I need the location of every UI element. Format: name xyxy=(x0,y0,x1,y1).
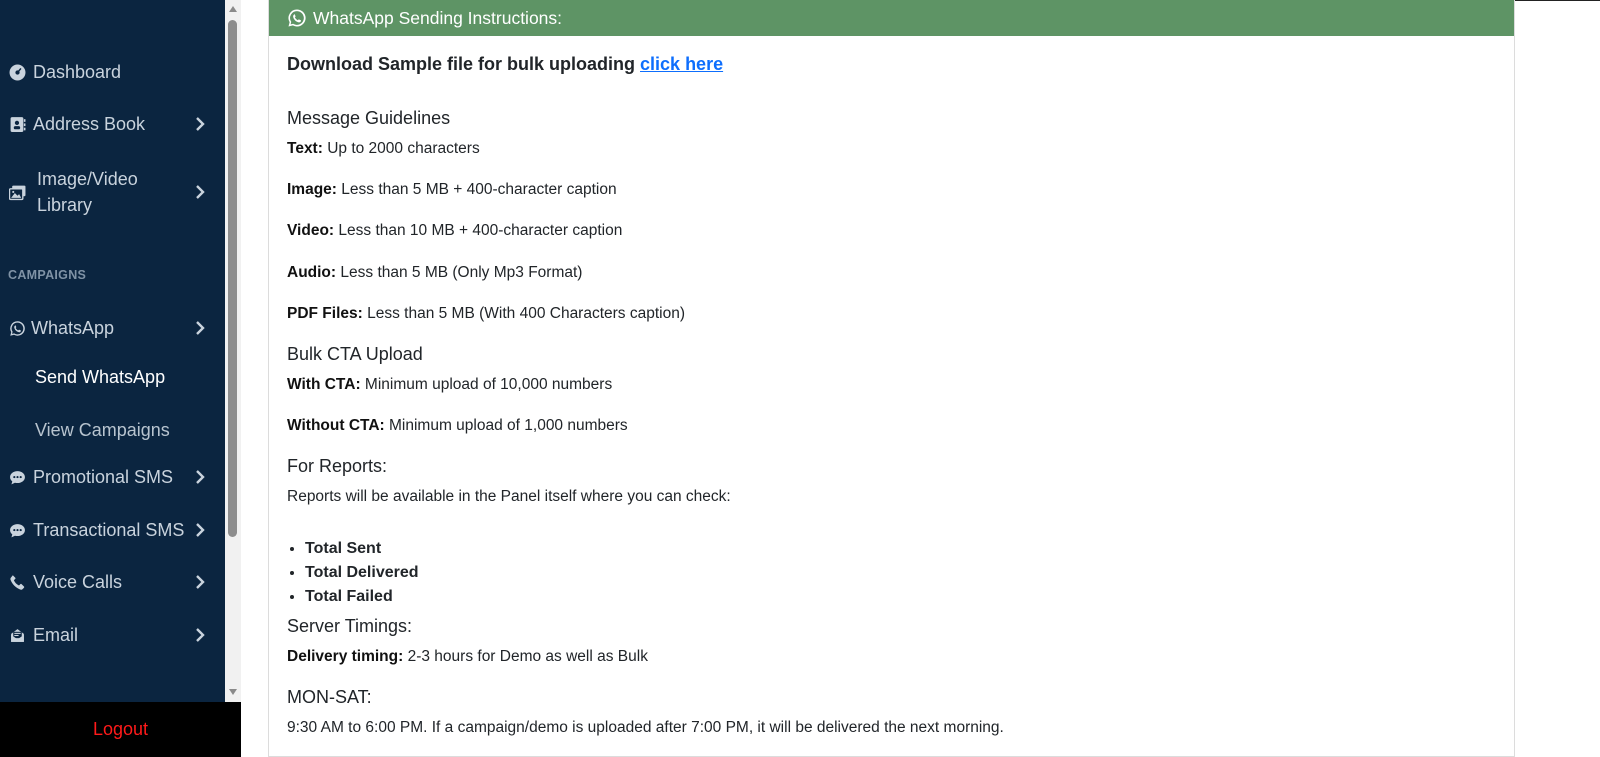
guideline-value: Less than 10 MB + 400-character caption xyxy=(338,222,623,239)
sidebar-scrollbar[interactable] xyxy=(225,0,241,702)
cta-key: Without CTA: xyxy=(287,417,385,434)
sidebar-subitem-send-whatsapp[interactable]: Send WhatsApp xyxy=(35,367,166,387)
card-title: WhatsApp Sending Instructions: xyxy=(313,7,563,28)
card-header xyxy=(269,0,1514,36)
whatsapp-icon xyxy=(287,8,307,28)
guideline-key: Text: xyxy=(287,140,323,157)
guideline-value: Up to 2000 characters xyxy=(327,140,480,157)
cta-row xyxy=(287,417,628,435)
sample-download-link[interactable]: click here xyxy=(640,54,724,74)
guideline-row xyxy=(287,222,622,240)
list-item: • Total Delivered xyxy=(305,561,419,585)
sidebar-item-email[interactable] xyxy=(0,622,225,648)
delivery-timing-key: Delivery timing: xyxy=(287,648,404,665)
sidebar-item-promotional-sms[interactable] xyxy=(0,464,225,490)
chevron-right-icon xyxy=(195,522,205,538)
reports-list xyxy=(287,537,419,609)
instructions-card xyxy=(268,0,1515,757)
mon-sat-heading: MON-SAT: xyxy=(287,687,372,707)
guideline-row xyxy=(287,264,582,282)
sidebar-item-voice-calls[interactable] xyxy=(0,569,225,595)
sidebar-item-whatsapp[interactable] xyxy=(0,315,225,341)
delivery-timing-value: 2-3 hours for Demo as well as Bulk xyxy=(407,648,648,665)
reports-heading: For Reports: xyxy=(287,456,388,476)
sidebar-subitem-view-campaigns[interactable]: View Campaigns xyxy=(35,420,170,440)
guideline-key: Video: xyxy=(287,222,335,239)
list-item: • Total Sent xyxy=(305,537,419,561)
guideline-key: Image: xyxy=(287,181,337,198)
logout-button[interactable]: Logout xyxy=(0,702,241,757)
phone-icon xyxy=(8,573,26,591)
chevron-right-icon xyxy=(195,320,205,336)
dashboard-icon xyxy=(8,63,26,81)
sidebar-item-label: Email xyxy=(33,625,79,645)
whatsapp-icon xyxy=(8,319,26,337)
guideline-row xyxy=(287,181,617,199)
guideline-value: Less than 5 MB (With 400 Characters caption) xyxy=(367,305,686,322)
section-label-campaigns: CAMPAIGNS xyxy=(8,268,87,282)
sidebar xyxy=(0,0,225,702)
guideline-row xyxy=(287,140,480,158)
sidebar-item-label: Voice Calls xyxy=(33,572,123,592)
server-timings-heading: Server Timings: xyxy=(287,616,413,636)
sidebar-item-transactional-sms[interactable] xyxy=(0,517,225,543)
sidebar-item-label: Address Book xyxy=(33,114,146,134)
scroll-up-arrow-icon[interactable] xyxy=(229,6,237,12)
cta-key: With CTA: xyxy=(287,376,361,393)
guideline-value: Less than 5 MB + 400-character caption xyxy=(341,181,617,198)
sample-download-text: Download Sample file for bulk uploading xyxy=(287,54,636,74)
sidebar-item-label: Transactional SMS xyxy=(33,520,185,540)
chevron-right-icon xyxy=(195,627,205,643)
guideline-key: Audio: xyxy=(287,264,337,281)
sidebar-item-label: Dashboard xyxy=(33,62,122,82)
address-book-icon xyxy=(8,115,26,133)
sms-icon xyxy=(8,521,26,539)
sidebar-item-label: Image/Video xyxy=(37,169,138,189)
sidebar-item-address-book[interactable] xyxy=(0,111,225,137)
reports-text: Reports will be available in the Panel itself where you can check: xyxy=(287,488,731,505)
guideline-value: Less than 5 MB (Only Mp3 Format) xyxy=(340,264,583,281)
chevron-right-icon xyxy=(195,574,205,590)
guideline-row xyxy=(287,305,685,323)
sample-download-line xyxy=(287,54,723,75)
sidebar-item-dashboard[interactable] xyxy=(0,59,225,85)
divider xyxy=(1515,0,1600,1)
list-item: • Total Failed xyxy=(305,585,419,609)
cta-row xyxy=(287,376,612,394)
cta-value: Minimum upload of 1,000 numbers xyxy=(389,417,628,434)
message-guidelines-heading: Message Guidelines xyxy=(287,108,451,128)
delivery-timing-row xyxy=(287,648,648,666)
scroll-down-arrow-icon[interactable] xyxy=(229,689,237,695)
sidebar-item-image-video-library[interactable] xyxy=(0,166,225,218)
mon-sat-text: 9:30 AM to 6:00 PM. If a campaign/demo is uploaded after 7:00 PM, it will be delivered the next morning. xyxy=(287,719,1004,736)
chevron-right-icon xyxy=(195,184,205,200)
guideline-key: PDF Files: xyxy=(287,305,363,322)
email-icon xyxy=(8,626,26,644)
chevron-right-icon xyxy=(195,116,205,132)
bulk-cta-heading: Bulk CTA Upload xyxy=(287,344,423,364)
chevron-right-icon xyxy=(195,469,205,485)
sms-icon xyxy=(8,468,26,486)
sidebar-item-label: Library xyxy=(37,195,93,215)
images-icon xyxy=(8,183,26,201)
cta-value: Minimum upload of 10,000 numbers xyxy=(364,376,613,393)
scrollbar-thumb[interactable] xyxy=(228,20,237,537)
sidebar-item-label: Promotional SMS xyxy=(33,467,174,487)
sidebar-item-label: WhatsApp xyxy=(31,318,115,338)
